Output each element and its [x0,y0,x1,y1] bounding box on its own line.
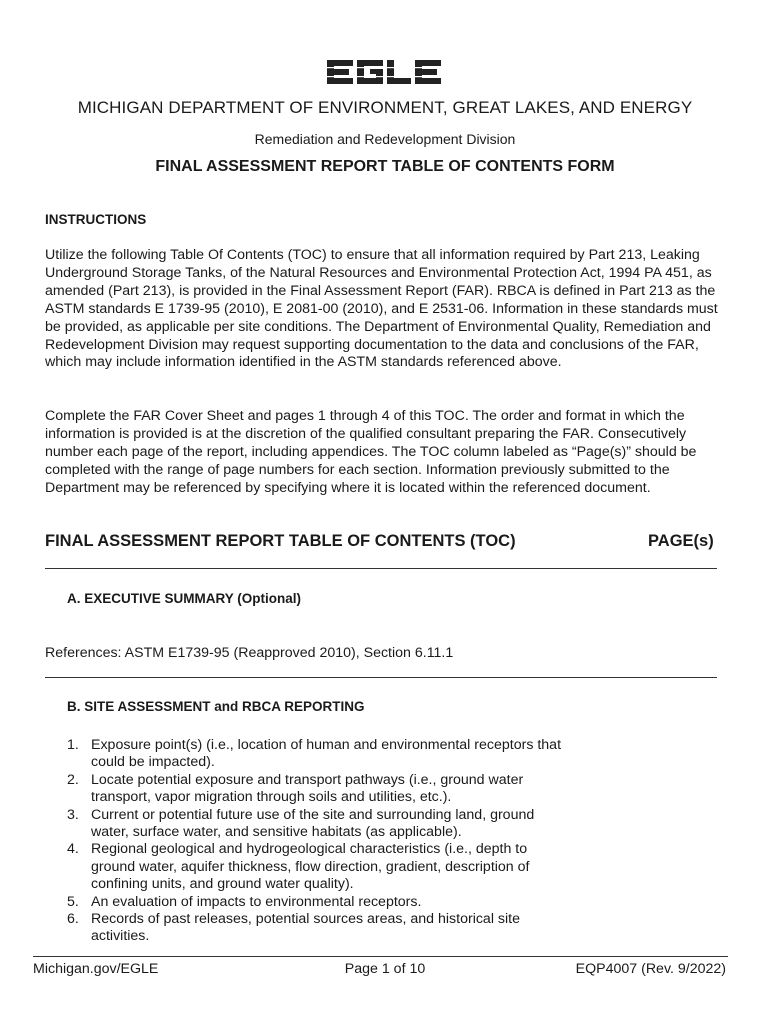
list-item-text: An evaluation of impacts to environmental receptors. [91,893,422,910]
list-item [67,737,567,772]
list-item-text: Exposure point(s) (i.e., location of human and environmental receptors that could be impacted). [91,737,562,771]
list-item-number: 1. [67,737,79,753]
list-item-number: 3. [67,806,79,823]
section-a-heading: A. EXECUTIVE SUMMARY (Optional) [67,591,302,606]
department-name: MICHIGAN DEPARTMENT OF ENVIRONMENT, GREAT LAKES, AND ENERGY [77,98,693,117]
toc-heading: FINAL ASSESSMENT REPORT TABLE OF CONTENTS (TOC) [45,532,516,550]
instructions-paragraph-1: Utilize the following Table Of Contents (TOC) to ensure that all information required by Part 213, Leaking Underground Storage Tanks, of the Natural Resources and Environmental Protection Act, 1994 PA 451, as amended (Part 213), is provided in the Final Assessment Report (FAR). RBCA is defined in Part 213 as the ASTM standards E 1739-95 (2010), E 2081-00 (2010), and E 2531-06. Information in these standards must be provided, as applicable per site conditions. The Department of Environmental Quality, Remediation and Redevelopment Division may request supporting documentation to the data and conclusions of the FAR, which may include information identified in the ASTM standards referenced above. [45,247,718,371]
section-b-heading: B. SITE ASSESSMENT and RBCA REPORTING [67,699,365,714]
list-item [67,772,567,807]
footer-divider [33,956,728,957]
footer-website: Michigan.gov/EGLE [33,961,159,977]
list-item-number: 2. [67,771,79,788]
list-item-number: 5. [67,893,79,910]
list-item [67,841,567,893]
footer-form-id: EQP4007 (Rev. 9/2022) [575,961,726,977]
instructions-paragraph-2: Complete the FAR Cover Sheet and pages 1 through 4 of this TOC. The order and format in which the information is provided is at the discretion of the qualified consultant preparing the FAR. Consecutively number each page of the report, including appendices. The TOC column labeled as “Page(s)” should be completed with the range of page numbers for each section. Information previously submitted to the Department may be referenced by specifying where it is located within the referenced document. [45,408,697,496]
toc-pages-label: PAGE(s) [648,532,714,550]
instructions-heading: INSTRUCTIONS [45,212,147,227]
divider [45,568,717,569]
list-item-text: Locate potential exposure and transport pathways (i.e., ground water transport, vapor migration through soils and utilities, etc.). [91,771,524,806]
footer-page-number: Page 1 of 10 [344,961,426,977]
egle-logo [325,54,445,90]
list-item-text: Regional geological and hydrogeological characteristics (i.e., depth to ground water, aquifer thickness, flow direction, gradient, description of confining units, and ground water quality). [91,841,530,893]
list-item [67,807,567,842]
list-item [67,911,567,946]
list-item-text: Current or potential future use of the site and surrounding land, ground water, surface water, and sensitive habitats (as applicable). [91,806,535,841]
egle-logo-mark [325,54,445,90]
list-item [67,894,567,911]
section-a-references: References: ASTM E1739-95 (Reapproved 2010), Section 6.11.1 [45,645,454,661]
divider [45,677,717,678]
list-item-number: 4. [67,841,79,858]
section-b-list [67,737,567,946]
list-item-number: 6. [67,911,79,928]
division-name: Remediation and Redevelopment Division [254,131,516,147]
list-item-text: Records of past releases, potential sources areas, and historical site activities. [91,911,520,945]
form-title: FINAL ASSESSMENT REPORT TABLE OF CONTENTS FORM [155,158,615,175]
